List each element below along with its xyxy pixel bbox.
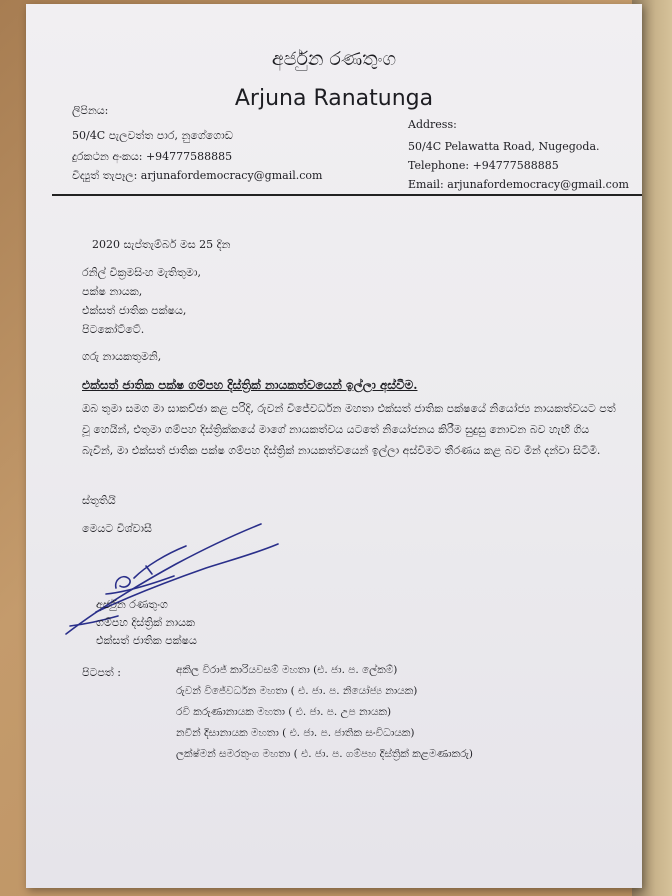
closing-text: මෙයට විශ්වාසී [82, 522, 152, 535]
letterhead-divider [52, 194, 642, 196]
thanks-text: ස්තූතියි [82, 494, 116, 507]
signature-party: එක්සත් ජාතික පක්ෂය [96, 634, 197, 647]
letter-page [26, 4, 642, 888]
recipient-line: රනිල් වික්‍රමසිංහ මැතිතුමා, [82, 266, 201, 279]
cc-item: ලක්ෂ්මන් සමරතුංග මහතා ( එ. ජා. ප. ගම්පහ දිස්ත්‍රික් කළමණාකරු) [176, 748, 474, 760]
letter-body: ඔබ තුමා සමග මා සාකච්ඡා කළ පරිදි, රුවන් විජේවර්ධන මහතා එක්සත් ජාතික පක්ෂයේ නියෝජ්‍ය නායකත්වයට පත් වූ හෙයින්, එතුමා ගම්පහ දිස්ත්‍රික්කයේ මාගේ නායකත්වය යටතේ නියෝජනය කිරීම සුදුසු නොවන බව හැඟී ගිය බැවින්, මා එක්සත් ජාතික පක්ෂ ගම්පහ දිස්ත්‍රික් නායකත්වයෙන් ඉල්ලා අස්වීමට තීරණය කළ බව මින් දන්වා සිටිමි. [82, 402, 616, 457]
letter-date: 2020 සැප්තැම්බර් මස 25 දින [92, 238, 231, 251]
signature-title: ගම්පහ දිස්ත්‍රික් නායක [96, 616, 195, 629]
cc-list [176, 660, 473, 765]
recipient-line: එක්සත් ජාතික පක්ෂය, [82, 304, 187, 317]
address-value-sinhala: 50/4C පැලවත්ත පාර, නුගේගොඩ [72, 129, 233, 142]
letterhead-name-sinhala: අර්ජුන රණතුංග [271, 48, 397, 70]
cc-item: අකිල විරාජ් කාරියවසම් මහතා (එ. ජා. ප. ලේකම්) [176, 664, 398, 676]
cc-item: රුවන් විජේවර්ධන මහතා ( එ. ජා. ප. නියෝජ්‍ය නායක) [176, 685, 418, 697]
letter-subject: එක්සත් ජාතික පක්ෂ ගම්පහ දිස්ත්‍රික් නායකත්වයෙන් ඉල්ලා අස්වීම. [82, 378, 418, 392]
cc-item: නවීන් දිසානායක මහතා ( එ. ජා. ප. ජාතික සංවිධායක) [176, 727, 415, 739]
address-value-english: 50/4C Pelawatta Road, Nugegoda. [408, 140, 600, 153]
salutation: ගරු නායකතුමනි, [82, 350, 162, 363]
recipient-line: පක්ෂ නායක, [82, 285, 143, 298]
address-label-sinhala: ලිපිනය: [72, 104, 109, 117]
phone-english: Telephone: +94777588885 [408, 159, 559, 172]
address-label-english: Address: [408, 118, 457, 131]
recipient-line: පිටකෝට්ටේ. [82, 323, 145, 336]
email-sinhala: විද්‍යුත් තැපෑල: arjunafordemocracy@gmail.com [72, 169, 323, 182]
signature-name: අර්ජුන රණතුංග [96, 598, 168, 611]
phone-sinhala: දුරකථන අංකය: +94777588885 [72, 150, 233, 163]
letterhead-name-english: Arjuna Ranatunga [234, 86, 434, 111]
email-english: Email: arjunafordemocracy@gmail.com [408, 178, 629, 191]
cc-item: රවි කරුණානායක මහතා ( එ. ජා. ප. උප නායක) [176, 706, 392, 718]
cc-label: පිටපත් : [82, 666, 121, 679]
